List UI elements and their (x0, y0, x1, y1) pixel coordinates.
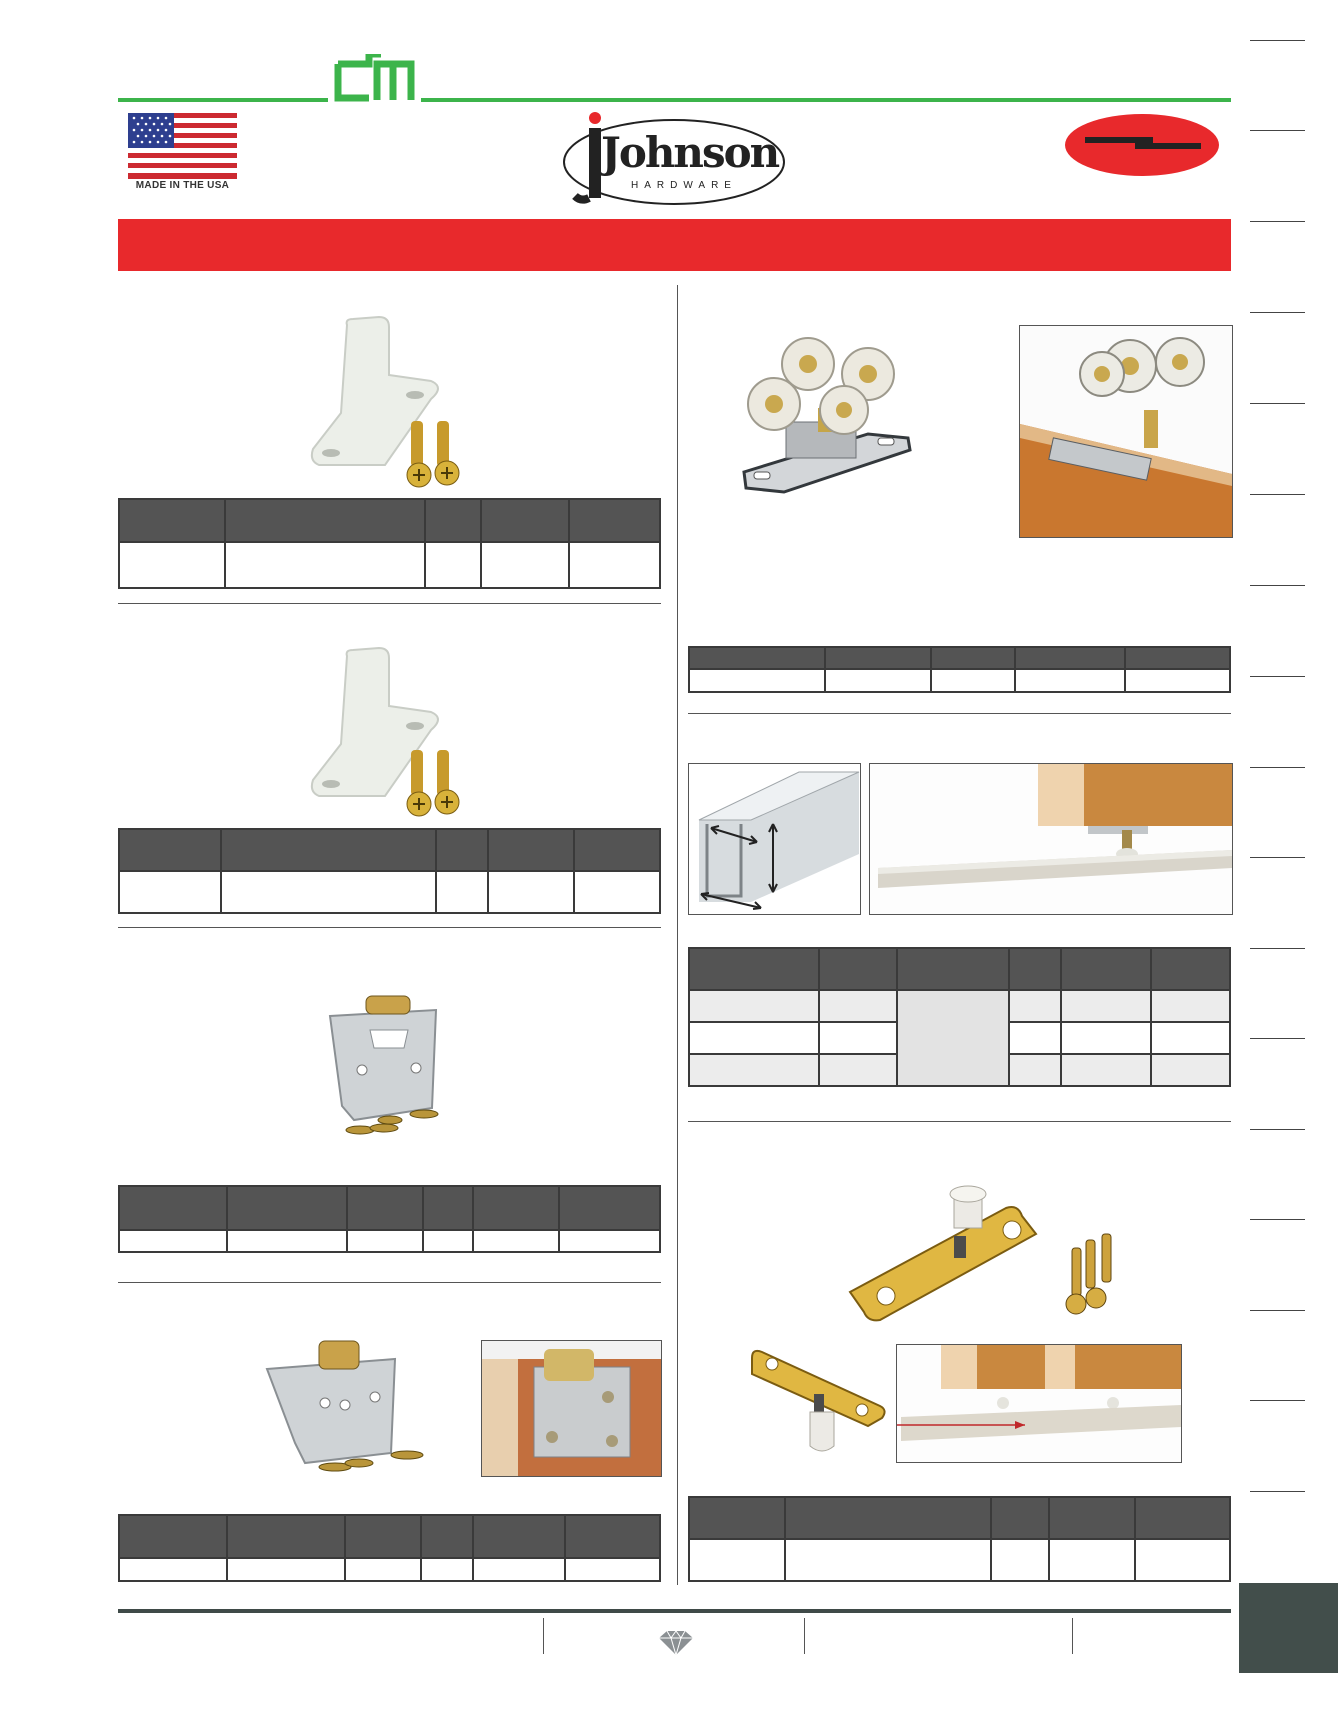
section-divider (688, 1121, 1231, 1122)
spec-table (118, 498, 661, 589)
installed-bracket-photo (481, 1340, 662, 1477)
edge-tick (1250, 857, 1305, 858)
edge-tick (1250, 1038, 1305, 1039)
johnson-hardware-logo (561, 110, 787, 210)
spec-table (688, 1496, 1231, 1582)
edge-tick (1250, 948, 1305, 949)
logo-subtitle: HARDWARE (631, 180, 737, 191)
edge-tick (1250, 676, 1305, 677)
edge-tick (1250, 403, 1305, 404)
edge-tick (1250, 1129, 1305, 1130)
edge-tick (1250, 1491, 1305, 1492)
header-rule-right (421, 98, 1231, 102)
edge-tick (1250, 40, 1305, 41)
section-divider (118, 1282, 661, 1283)
spec-table (118, 1514, 661, 1582)
u-channel-diagram (688, 763, 861, 915)
door-guide-image (305, 644, 485, 824)
flag-caption: MADE IN THE USA (135, 180, 230, 191)
roller-hanger-image (740, 322, 912, 502)
section-banner (118, 219, 1231, 271)
edge-tick (1250, 494, 1305, 495)
door-guide-image (305, 313, 485, 493)
footer-divider (804, 1618, 805, 1654)
footer-rule (118, 1609, 1231, 1613)
pivot-bracket-image (320, 990, 455, 1142)
bottom-guide-side-image (750, 1344, 888, 1474)
section-divider (118, 603, 661, 604)
edge-tick (1250, 312, 1305, 313)
footer-divider (543, 1618, 544, 1654)
footer-divider (1072, 1618, 1073, 1654)
spec-table (118, 828, 661, 914)
edge-tick (1250, 221, 1305, 222)
logo-wordmark: Johnson (601, 128, 779, 177)
column-divider (677, 285, 678, 1585)
edge-tick (1250, 130, 1305, 131)
us-flag-icon (128, 113, 237, 179)
section-divider (118, 927, 661, 928)
edge-tick (1250, 1310, 1305, 1311)
installed-hanger-photo (1019, 325, 1233, 538)
pivot-bracket-image (265, 1333, 445, 1478)
diamond-icon (657, 1630, 695, 1656)
edge-tick (1250, 1400, 1305, 1401)
installed-bottom-guide-photo (896, 1344, 1182, 1463)
edge-tick (1250, 1219, 1305, 1220)
section-divider (688, 713, 1231, 714)
red-oval-badge-icon (1065, 113, 1220, 177)
spec-table (688, 947, 1231, 1087)
edge-tick (1250, 585, 1305, 586)
spec-table (118, 1185, 661, 1253)
bottom-guide-image (846, 1172, 1126, 1322)
spec-table (688, 646, 1231, 693)
footer-page-tab (1239, 1583, 1338, 1673)
edge-tick (1250, 767, 1305, 768)
cm-logo (333, 54, 417, 104)
installed-track-photo (869, 763, 1233, 915)
header-rule-left (118, 98, 328, 102)
